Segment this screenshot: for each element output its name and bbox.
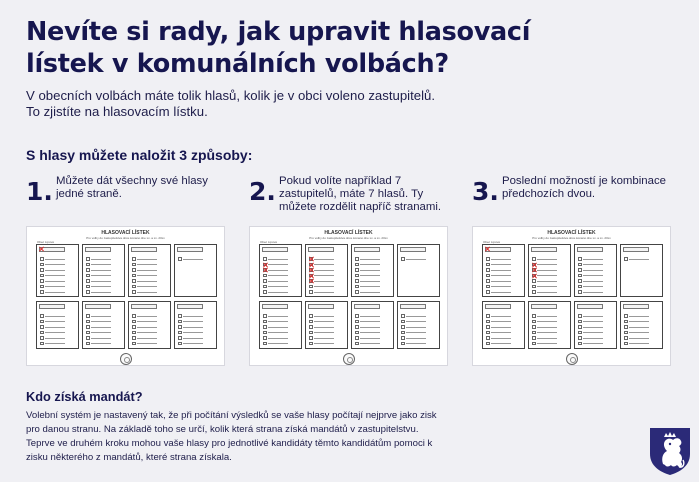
ballot-candidate-row	[263, 320, 297, 324]
ballot-candidate-row	[132, 336, 166, 340]
ballot-candidate-row	[355, 290, 389, 294]
ballot-candidate-row	[40, 325, 74, 329]
ballot-candidate-row	[624, 320, 658, 324]
ballot-candidate-row	[40, 314, 74, 318]
ballot-candidate-row	[532, 336, 566, 340]
ballot-candidate-row	[86, 285, 120, 289]
ballot-candidate-row	[132, 257, 166, 261]
ballot-candidate-row	[40, 279, 74, 283]
ballot-candidate-row	[578, 268, 612, 272]
ballot-party-box	[305, 301, 348, 349]
ballot-candidate-row	[355, 336, 389, 340]
ballot-candidate-row	[486, 325, 520, 329]
ballot-party-name	[262, 304, 288, 309]
ballot-candidate-row	[624, 336, 658, 340]
step-number: 3.	[472, 177, 499, 206]
ballot-candidate-row	[40, 263, 74, 267]
ballot-party-name	[531, 304, 557, 309]
ballot-party-box	[620, 301, 663, 349]
ballot-candidate-row	[132, 274, 166, 278]
ballot-party-name	[85, 304, 111, 309]
ballot-candidate-row	[486, 285, 520, 289]
ballot-party-name	[177, 247, 203, 252]
ballot-municipality: Obec Lipová	[260, 240, 277, 244]
ballot-candidate-row	[263, 285, 297, 289]
step-number: 1.	[26, 177, 53, 206]
ballot-party-name	[131, 304, 157, 309]
ballot-candidate-row	[532, 285, 566, 289]
red-x-icon	[309, 279, 314, 284]
ballot-candidate-row	[401, 320, 435, 324]
ballot-candidate-row	[578, 274, 612, 278]
ballot-candidate-row	[486, 279, 520, 283]
red-x-icon	[309, 257, 314, 262]
ballot-candidate-row	[624, 342, 658, 346]
ballot-candidate-row	[355, 268, 389, 272]
ballot-candidate-row	[532, 279, 566, 283]
ballot-party-name	[577, 304, 603, 309]
ballot-candidate-row	[355, 263, 389, 267]
ballot-candidate-row	[132, 290, 166, 294]
ballot-subtitle: Pro volby do zastupitelstva obce konané dne xx. a xx. 20xx	[532, 236, 611, 240]
ballot-candidate-row	[486, 268, 520, 272]
ballot-candidate-row	[532, 325, 566, 329]
ballot-candidate-row	[486, 342, 520, 346]
ballot-candidate-row	[40, 285, 74, 289]
ballot-candidate-row	[132, 285, 166, 289]
ballot-party-box	[397, 301, 440, 349]
ballot-candidate-row	[486, 331, 520, 335]
ballot-party-box	[351, 244, 394, 297]
ballot-party-box	[128, 244, 171, 297]
ballot-party-box	[259, 301, 302, 349]
ballot-party-box	[305, 244, 348, 297]
ballot-candidate-row	[355, 314, 389, 318]
ballot-candidate-row	[86, 257, 120, 261]
ballot-candidate-row	[578, 279, 612, 283]
ballot-candidate-row	[624, 331, 658, 335]
ballot-candidate-row	[263, 274, 297, 278]
ballot-party-name	[354, 247, 380, 252]
ballot-candidate-row	[401, 257, 435, 261]
ballot-candidate-row	[486, 257, 520, 261]
ballot-candidate-row	[578, 342, 612, 346]
ballot-candidate-row	[309, 336, 343, 340]
ballot-candidate-row	[532, 314, 566, 318]
ballot-candidate-row	[355, 279, 389, 283]
ballot-candidate-row	[132, 331, 166, 335]
ballot-party-name	[131, 247, 157, 252]
step-text: Poslední možností je kombinace předchozích dvou.	[502, 175, 666, 201]
ballot-candidate-row	[86, 331, 120, 335]
ballot-party-box	[174, 301, 217, 349]
ballot-candidate-row	[178, 336, 212, 340]
ballot-candidate-row	[263, 290, 297, 294]
ballot-party-box	[36, 244, 79, 297]
ballot-party-box	[36, 301, 79, 349]
ballot-candidate-row	[263, 336, 297, 340]
ballot-candidate-row	[132, 279, 166, 283]
red-x-icon	[485, 247, 490, 252]
ballot-candidate-row	[401, 342, 435, 346]
mandate-text: Volební systém je nastavený tak, že při počítání výsledků se vaše hlasy počítají nejprve jako zisk pro danou stranu. Na základě toho se určí, kolik která strana získá mandátů v zastupitelstvu. Teprve ve druhém kroku mohou vaše hlasy pro jednotlivé kandidáty těmto kandidátům pomoci k zisku některého z mandátů, které strana získala.	[26, 410, 437, 463]
ballot-candidate-row	[86, 279, 120, 283]
ballot-party-name	[531, 247, 557, 252]
ballot-candidate-row	[263, 314, 297, 318]
ballot-candidate-row	[624, 257, 658, 261]
ballot-candidate-row	[578, 285, 612, 289]
ballot-party-box	[574, 301, 617, 349]
ballot-party-box	[82, 301, 125, 349]
ballot-party-name	[354, 304, 380, 309]
ballot-subtitle: Pro volby do zastupitelstva obce konané dne xx. a xx. 20xx	[309, 236, 388, 240]
ballot-candidate-row	[401, 336, 435, 340]
ballot-candidate-row	[40, 290, 74, 294]
ballot-candidate-row	[40, 274, 74, 278]
ballot-candidate-row	[578, 320, 612, 324]
ballot-subtitle: Pro volby do zastupitelstva obce konané dne xx. a xx. 20xx	[86, 236, 165, 240]
ballot-candidate-row	[624, 314, 658, 318]
ballot-candidate-row	[309, 320, 343, 324]
ballot-candidate-row	[578, 331, 612, 335]
ballot-candidate-row	[263, 342, 297, 346]
ballot-party-name	[623, 247, 649, 252]
ballot-candidate-row	[263, 331, 297, 335]
ballot-title: HLASOVACÍ LÍSTEK	[324, 230, 373, 236]
ballot-candidate-row	[401, 331, 435, 335]
ballot-candidate-row	[86, 336, 120, 340]
ballot-candidate-row	[178, 325, 212, 329]
ballot-candidate-row	[355, 331, 389, 335]
ballot-candidate-row	[178, 257, 212, 261]
ballot-party-box	[482, 301, 525, 349]
red-x-icon	[39, 247, 44, 252]
ballot-candidate-row	[40, 336, 74, 340]
ballot-title: HLASOVACÍ LÍSTEK	[547, 230, 596, 236]
ballot-candidate-row	[578, 336, 612, 340]
ballot-seal-icon	[120, 353, 132, 365]
ballot-party-box	[620, 244, 663, 297]
ballot-candidate-row	[40, 268, 74, 272]
ballot-candidate-row	[486, 274, 520, 278]
ballot-candidate-row	[132, 320, 166, 324]
ballot-candidate-row	[355, 257, 389, 261]
ballot-candidate-row	[86, 325, 120, 329]
ballot-candidate-row	[532, 290, 566, 294]
red-x-icon	[532, 268, 537, 273]
ballot-candidate-row	[532, 331, 566, 335]
ballot-candidate-row	[40, 257, 74, 261]
ballot-candidate-row	[309, 285, 343, 289]
ballot-candidate-row	[532, 320, 566, 324]
ballot-candidate-row	[486, 336, 520, 340]
ballot-candidate-row	[132, 268, 166, 272]
step-text: Pokud volíte například 7 zastupitelů, máte 7 hlasů. Ty můžete rozdělit napříč stranami.	[279, 175, 442, 214]
ways-heading: S hlasy můžete naložit 3 způsoby:	[26, 147, 253, 163]
ballot-candidate-row	[86, 342, 120, 346]
ballot-candidate-row	[401, 314, 435, 318]
ballot-candidate-row	[132, 325, 166, 329]
ballot-title: HLASOVACÍ LÍSTEK	[101, 230, 150, 236]
ballot-candidate-row	[578, 263, 612, 267]
ballot-party-name	[485, 304, 511, 309]
ballot-party-name	[177, 304, 203, 309]
red-x-icon	[309, 268, 314, 273]
ballot-municipality: Obec Lipová	[37, 240, 54, 244]
intro-text: V obecních volbách máte tolik hlasů, kolik je v obci voleno zastupitelů. To zjistíte na hlasovacím lístku.	[26, 88, 436, 119]
ballot-candidate-row	[355, 320, 389, 324]
ballot-candidate-row	[355, 325, 389, 329]
ballot-party-name	[400, 304, 426, 309]
ballot-candidate-row	[355, 285, 389, 289]
ballot-candidate-row	[40, 342, 74, 346]
ballot-candidate-row	[178, 342, 212, 346]
ballot-party-name	[623, 304, 649, 309]
ballot-party-box	[128, 301, 171, 349]
ballot-candidate-row	[355, 274, 389, 278]
czech-lion-emblem-icon	[646, 424, 694, 476]
ballot-candidate-row	[532, 257, 566, 261]
ballot-candidate-row	[178, 331, 212, 335]
step-text: Můžete dát všechny své hlasy jedné straně.	[56, 175, 208, 201]
red-x-icon	[263, 268, 268, 273]
ballot-candidate-row	[132, 342, 166, 346]
ballot-candidate-row	[486, 320, 520, 324]
ballot-candidate-row	[178, 314, 212, 318]
ballot-candidate-row	[263, 279, 297, 283]
ballot-candidate-row	[178, 320, 212, 324]
ballot-candidate-row	[309, 325, 343, 329]
ballot-seal-icon	[566, 353, 578, 365]
ballot-party-name	[308, 304, 334, 309]
ballot-candidate-row	[132, 314, 166, 318]
ballot-candidate-row	[86, 263, 120, 267]
ballot-party-box	[259, 244, 302, 297]
ballot-candidate-row	[486, 314, 520, 318]
ballot-candidate-row	[355, 342, 389, 346]
ballot-candidate-row	[86, 314, 120, 318]
ballot-candidate-row	[86, 268, 120, 272]
red-x-icon	[532, 273, 537, 278]
ballot-candidate-row	[309, 331, 343, 335]
ballot-candidate-row	[578, 314, 612, 318]
ballot-party-box	[574, 244, 617, 297]
ballot-party-box	[528, 301, 571, 349]
ballot-municipality: Obec Lipová	[483, 240, 500, 244]
ballot-candidate-row	[86, 274, 120, 278]
ballot-party-name	[577, 247, 603, 252]
ballot-example-1	[26, 226, 225, 366]
ballot-candidate-row	[86, 320, 120, 324]
ballot-party-name	[39, 304, 65, 309]
ballot-candidate-row	[578, 290, 612, 294]
step-number: 2.	[249, 177, 276, 206]
ballot-candidate-row	[309, 290, 343, 294]
ballot-party-name	[85, 247, 111, 252]
ballot-party-box	[482, 244, 525, 297]
page-title: Nevíte si rady, jak upravit hlasovací lístek v komunálních volbách?	[26, 17, 531, 79]
ballot-party-box	[351, 301, 394, 349]
ballot-candidate-row	[309, 342, 343, 346]
ballot-candidate-row	[263, 325, 297, 329]
ballot-candidate-row	[624, 325, 658, 329]
ballot-candidate-row	[263, 257, 297, 261]
ballot-party-name	[400, 247, 426, 252]
mandate-heading: Kdo získá mandát?	[26, 389, 143, 404]
ballot-party-name	[308, 247, 334, 252]
ballot-candidate-row	[86, 290, 120, 294]
ballot-party-box	[397, 244, 440, 297]
ballot-party-name	[262, 247, 288, 252]
ballot-example-2	[249, 226, 448, 366]
ballot-candidate-row	[486, 263, 520, 267]
ballot-candidate-row	[401, 325, 435, 329]
ballot-candidate-row	[486, 290, 520, 294]
ballot-candidate-row	[578, 325, 612, 329]
ballot-candidate-row	[40, 331, 74, 335]
ballot-candidate-row	[532, 342, 566, 346]
ballot-party-box	[174, 244, 217, 297]
ballot-example-3	[472, 226, 671, 366]
ballot-candidate-row	[40, 320, 74, 324]
ballot-party-box	[528, 244, 571, 297]
ballot-candidate-row	[132, 263, 166, 267]
ballot-party-box	[82, 244, 125, 297]
ballot-seal-icon	[343, 353, 355, 365]
ballot-candidate-row	[309, 314, 343, 318]
ballot-candidate-row	[578, 257, 612, 261]
